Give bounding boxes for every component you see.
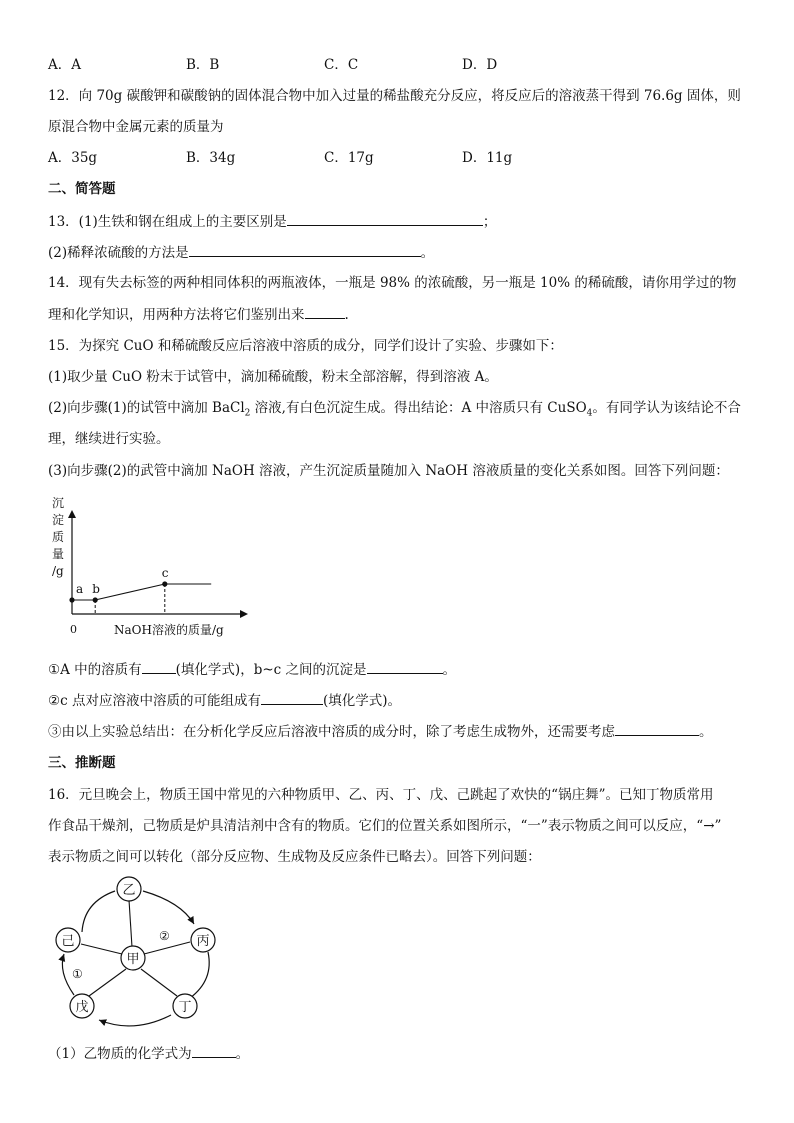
- edge-ji-yi: [82, 891, 115, 932]
- q16-subq-1-text: （1）乙物质的化学式为: [48, 1046, 192, 1062]
- q15-line4: 理，继续进行实验。: [48, 431, 170, 447]
- x-axis-arrow: [240, 610, 248, 618]
- q15-subq-1-text-a: ①A 中的溶质有: [48, 662, 142, 678]
- q16-line2: 作食品干燥剂，己物质是炉具清洁剂中含有的物质。它们的位置关系如图所示，“一”表示物质之间可以反应，“→”: [48, 818, 722, 834]
- q11-option-a: A．A: [48, 57, 81, 73]
- q16-line1: 16．元旦晚会上，物质王国中常见的六种物质甲、乙、丙、丁、戊、己跳起了欢快的“锅庄舞”。已知丁物质常用: [48, 787, 714, 803]
- q16-subq-1-text-end: 。: [235, 1046, 250, 1062]
- q12-option-c: C．17g: [324, 150, 374, 166]
- q11-option-b: B．B: [186, 57, 220, 73]
- q13-answer-blank-2[interactable]: [189, 243, 421, 257]
- node-ji: [56, 928, 80, 952]
- node-ding-label: 丁: [178, 1000, 192, 1015]
- q15-subq-1-text-b: (填化学式)，b~c 之间的沉淀是: [175, 662, 367, 678]
- q13-text-1: 13．(1)生铁和钢在组成上的主要区别是: [48, 214, 287, 230]
- y-axis-label-char: 淀: [52, 513, 65, 527]
- q15-answer-blank-2[interactable]: [367, 660, 443, 674]
- q15-line1: 15．为探究 CuO 和稀硫酸反应后溶液中溶质的成分，同学们设计了实验、步骤如下：: [48, 338, 563, 354]
- node-jia-label: 甲: [126, 952, 140, 967]
- q15-subq-2-text-a: ②c 点对应溶液中溶质的可能组成有: [48, 693, 261, 709]
- node-yi: [117, 877, 141, 901]
- chart-series: [69, 566, 211, 614]
- node-yi-label: 乙: [122, 883, 136, 898]
- q13-text-2: (2)稀释浓硫酸的方法是: [48, 245, 189, 261]
- point-c: [162, 581, 167, 586]
- spoke-jia-ding: [141, 969, 177, 996]
- point-b: [93, 597, 98, 602]
- q11-option-c: C．C: [324, 57, 359, 73]
- q12-option-b: B．34g: [186, 150, 236, 166]
- point-label-b: b: [92, 582, 100, 596]
- q15-subq-2-text-b: (填化学式)。: [322, 693, 402, 709]
- q15-subq-3-text-b: 。: [699, 724, 713, 740]
- y-axis-label-char: /g: [52, 564, 64, 578]
- q12-option-d: D．11g: [462, 150, 513, 166]
- q14-answer-blank[interactable]: [305, 305, 345, 319]
- node-wu: [70, 994, 94, 1018]
- label-arrow-1: ①: [72, 967, 83, 981]
- q13-line2: [48, 243, 434, 262]
- q16-line3: 表示物质之间可以转化（部分反应物、生成物及反应条件已略去）。回答下列问题：: [48, 849, 541, 865]
- node-jia: [121, 946, 145, 970]
- q15-answer-blank-3[interactable]: [261, 691, 323, 705]
- precipitate-mass-chart: [44, 492, 264, 642]
- q15-subq-2: [48, 691, 401, 710]
- y-axis-arrow: [68, 510, 76, 518]
- q16-answer-blank-1[interactable]: [192, 1044, 236, 1058]
- spoke-jia-wu: [89, 969, 126, 996]
- spoke-jia-yi: [129, 900, 132, 947]
- node-ding: [173, 994, 197, 1018]
- origin-label: 0: [70, 623, 77, 636]
- q15-line3-text-a: (2)向步骤(1)的试管中滴加 BaCl: [48, 400, 245, 416]
- edge-ding-wu: [99, 1015, 171, 1026]
- q12-line1: 12．向 70g 碳酸钾和碳酸钠的固体混合物中加入过量的稀盐酸充分反应，将反应后的溶液蒸干得到 76.6g 固体，则: [48, 88, 741, 104]
- q15-line3-sub2: 4: [586, 408, 593, 419]
- q15-line3: [48, 399, 741, 423]
- q14-line2: [48, 305, 349, 324]
- q15-answer-blank-1[interactable]: [142, 660, 176, 674]
- label-arrow-2: ②: [159, 929, 170, 943]
- q12-line2: 原混合物中金属元素的质量为: [48, 119, 224, 135]
- q15-line5: (3)向步骤(2)的武管中滴加 NaOH 溶液，产生沉淀质量随加入 NaOH 溶液质量的变化关系如图。回答下列问题：: [48, 463, 729, 479]
- spoke-jia-bing: [144, 942, 190, 954]
- point-label-c: c: [161, 566, 169, 580]
- q14-text-end: .: [344, 307, 349, 323]
- q15-line3-text-c: 。有同学认为该结论不合: [592, 400, 741, 416]
- q15-answer-blank-4[interactable]: [615, 722, 699, 736]
- q15-line3-text-b: 溶液,有白色沉淀生成。得出结论：A 中溶质只有 CuSO: [250, 400, 587, 416]
- q15-subq-3-text-a: ③由以上实验总结出：在分析化学反应后溶液中溶质的成分时，除了考虑生成物外，还需要考虑: [48, 724, 615, 740]
- node-bing-label: 丙: [196, 934, 210, 949]
- y-axis-label-char: 沉: [52, 496, 65, 510]
- node-bing: [191, 928, 215, 952]
- x-axis-label: NaOH溶液的质量/g: [114, 623, 224, 637]
- y-axis-label: [52, 496, 64, 578]
- point-label-a: a: [76, 582, 84, 596]
- q13-answer-blank-1[interactable]: [287, 212, 483, 226]
- q13-text-1-end: ；: [482, 214, 497, 230]
- q13-text-2-end: 。: [420, 245, 435, 261]
- q13-line1: [48, 212, 496, 231]
- q15-line3-sub: 2: [244, 408, 251, 419]
- q15-subq-3: [48, 722, 713, 741]
- point-a: [69, 597, 74, 602]
- q11-option-d: D．D: [462, 57, 498, 73]
- q14-text: 理和化学知识，用两种方法将它们鉴别出来: [48, 307, 305, 323]
- q12-option-a: A．35g: [48, 150, 98, 166]
- y-axis-label-char: 质: [52, 530, 65, 544]
- node-ji-label: 己: [61, 934, 75, 949]
- y-axis-label-char: 量: [52, 547, 65, 561]
- spoke-jia-ji: [81, 944, 122, 954]
- edge-bing-ding: [190, 952, 209, 998]
- substance-relationship-diagram: [44, 872, 234, 1042]
- q16-subq-1: [48, 1044, 249, 1063]
- q15-line2: (1)取少量 CuO 粉末于试管中，滴加稀硫酸，粉末全部溶解，得到溶液 A。: [48, 369, 498, 385]
- section-heading-3: 三、推断题: [48, 755, 116, 771]
- node-wu-label: 戊: [75, 1000, 89, 1015]
- q15-subq-1-text-c: 。: [442, 662, 456, 678]
- q15-subq-1: [48, 660, 456, 679]
- section-heading-2: 二、简答题: [48, 181, 116, 197]
- q14-line1: 14．现有失去标签的两种相同体积的两瓶液体，一瓶是 98% 的浓硫酸，另一瓶是 10% 的稀硫酸，请你用学过的物: [48, 275, 737, 291]
- edge-yi-bing: [143, 891, 194, 924]
